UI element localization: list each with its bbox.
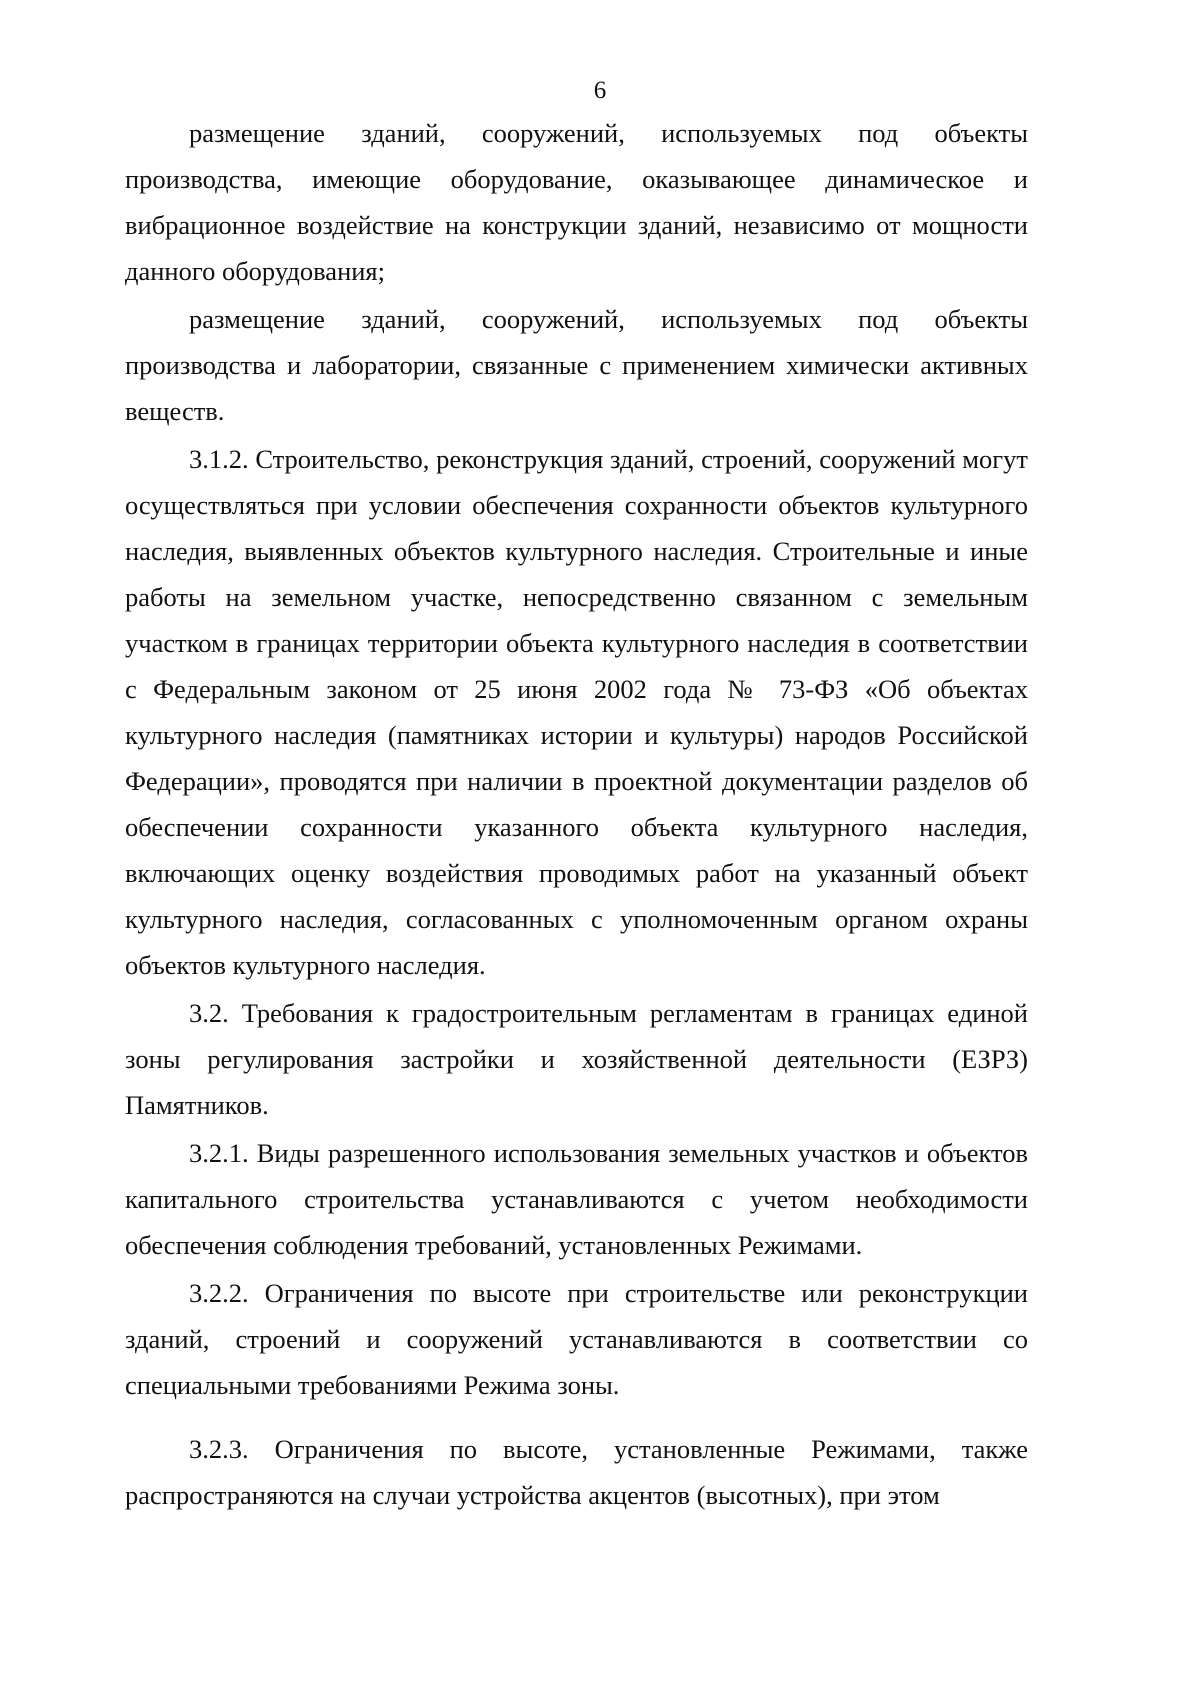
document-body (125, 110, 1028, 1518)
paragraph: размещение зданий, сооружений, используемых под объекты производства, имеющие оборудование, оказывающее динамическое и вибрационное воздействие на конструкции зданий, независимо от мощности данного оборудования; (125, 118, 1028, 286)
paragraph: 3.2.1. Виды разрешенного использования земельных участков и объектов капитального строительства устанавливаются с учетом необходимости обеспечения соблюдения требований, установленных Режимами. (125, 1138, 1028, 1260)
page-number: 6 (593, 77, 607, 104)
paragraph: 3.2.2. Ограничения по высоте при строительстве или реконструкции зданий, строений и сооружений устанавливаются в соответствии со специальными требованиями Режима зоны. (125, 1278, 1028, 1400)
paragraph: 3.2.3. Ограничения по высоте, установленные Режимами, также распространяются на случаи устройства акцентов (высотных), при этом (125, 1434, 1028, 1510)
paragraph: 3.1.2. Строительство, реконструкция зданий, строений, сооружений могут осуществляться при условии обеспечения сохранности объектов культурного наследия, выявленных объектов культурного наследия. Строительные и иные работы на земельном участке, непосредственно связанном с земельным участком в границах территории объекта культурного наследия в соответствии с Федеральным законом от 25 июня 2002 года № 73-ФЗ «Об объектах культурного наследия (памятниках истории и культуры) народов Российской Федерации», проводятся при наличии в проектной документации разделов об обеспечении сохранности указанного объекта культурного наследия, включающих оценку воздействия проводимых работ на указанный объект культурного наследия, согласованных с уполномоченным органом охраны объектов культурного наследия. (125, 444, 1028, 980)
paragraph: размещение зданий, сооружений, используемых под объекты производства и лаборатории, связанные с применением химически активных веществ. (125, 304, 1028, 426)
paragraph: 3.2. Требования к градостроительным регламентам в границах единой зоны регулирования застройки и хозяйственной деятельности (ЕЗРЗ) Памятников. (125, 998, 1028, 1120)
